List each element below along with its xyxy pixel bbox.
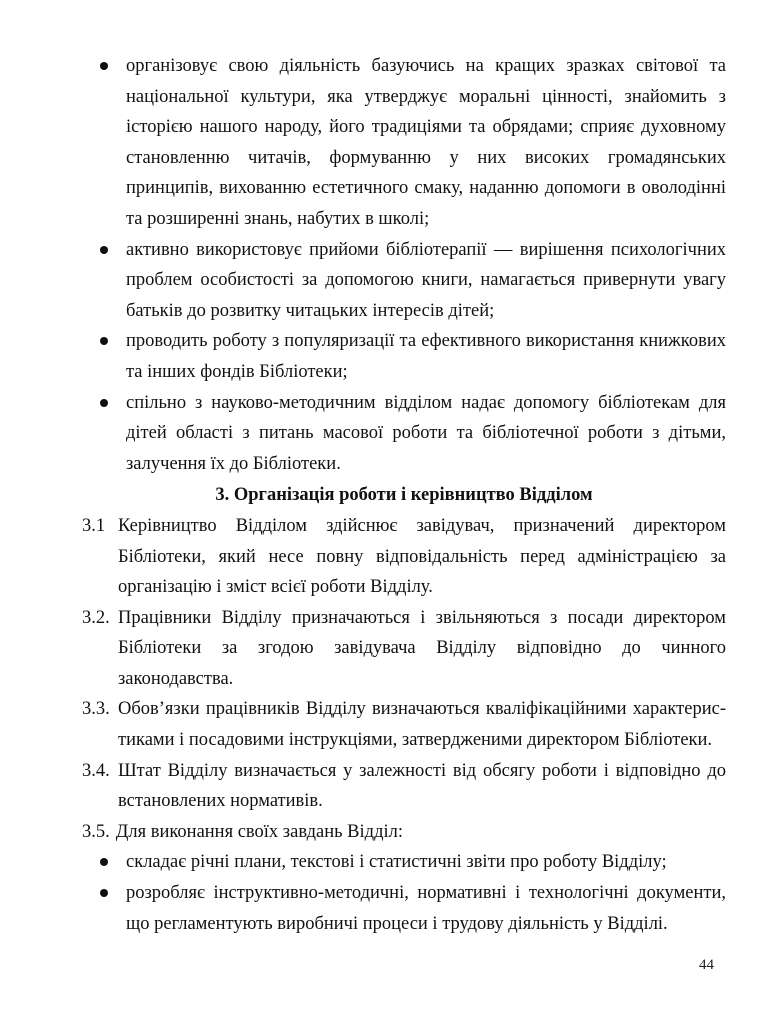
list-item-text: розробляє інструктивно-методичні, нормативні і технологічні документи, що регламентують виробничі процеси і трудову діяльність у Відділі. — [126, 883, 726, 934]
list-item — [82, 388, 726, 480]
bullet-icon — [100, 62, 108, 70]
clause-text: Штат Відділу визначається у залежності від обсягу роботи і відповідно до встановлених нормативів. — [118, 760, 726, 812]
clause-item — [82, 817, 726, 848]
bullet-icon — [100, 889, 108, 897]
list-item — [82, 326, 726, 387]
list-item — [82, 847, 726, 878]
clause-text: Керівництво Відділом здійснює завідувач, призначений директором Бібліотеки, який несе повну відповідальність перед адміністрацією за організацію і зміст всієї роботи Відділу. — [118, 515, 726, 598]
clause-text: Для виконання своїх завдань Відділ: — [115, 821, 403, 842]
clause-number: 3.4. — [82, 760, 110, 781]
bullet-icon — [100, 246, 108, 254]
page-number: 44 — [699, 957, 714, 973]
list-item-text: складає річні плани, текстові і статистичні звіти про роботу Відділу; — [126, 852, 667, 873]
intro-bullet-list — [82, 51, 726, 479]
list-item-text: організовує свою діяльність базуючись на кращих зразках світової та національної культури, яка утверджує моральні цінності, знайомить з історією нашого народу, його традиціями та обрядами; сприяє духовному становленню читачів, формуванню у них високих громадянських принципів, вихованню естетичного смаку, наданню допомоги в оволодінні та розширенні знань, набутих в школі; — [126, 56, 726, 229]
clause-number: 3.1 — [82, 515, 106, 536]
clause-text: Працівники Відділу призначаються і звільняються з посади директором Бібліотеки за згодою завідувача Відділу відповідно до чинного законодавства. — [118, 607, 726, 689]
clause-item — [82, 694, 726, 755]
clause-number: 3.2. — [82, 607, 110, 628]
clause-number: 3.5. — [82, 821, 110, 842]
list-item — [82, 235, 726, 327]
clause-number: 3.3. — [82, 699, 110, 720]
bullet-icon — [100, 858, 108, 866]
list-item — [82, 878, 726, 939]
list-item — [82, 51, 726, 235]
list-item-text: спільно з науково-методичним відділом надає допомогу бібліотекам для дітей області з питань масової роботи та бібліотечної роботи з дітьми, залучення їх до Бібліотеки. — [126, 392, 726, 474]
bullet-icon — [100, 337, 108, 345]
clause-item — [82, 511, 726, 603]
section-heading: 3. Організація роботи і керівництво Відділом — [215, 485, 593, 506]
clause-text: Обов’язки працівників Відділу визначаються кваліфікаційними характерис-тиками і посадовими інструкціями, затвердженими директором Бібліотеки. — [118, 699, 726, 751]
page-content — [82, 51, 726, 939]
bullet-icon — [100, 399, 108, 407]
clause-item — [82, 756, 726, 817]
list-item-text: проводить роботу з популяризації та ефективного використання книжкових та інших фондів Бібліотеки; — [126, 331, 726, 382]
clause-item — [82, 603, 726, 695]
clause-list — [82, 511, 726, 848]
clause-3-5-bullet-list — [82, 847, 726, 939]
list-item-text: активно використовує прийоми бібліотерапії — вирішення психологічних проблем особистості за допомогою книги, намагається привернути увагу батьків до розвитку читацьких інтересів дітей; — [126, 239, 726, 321]
